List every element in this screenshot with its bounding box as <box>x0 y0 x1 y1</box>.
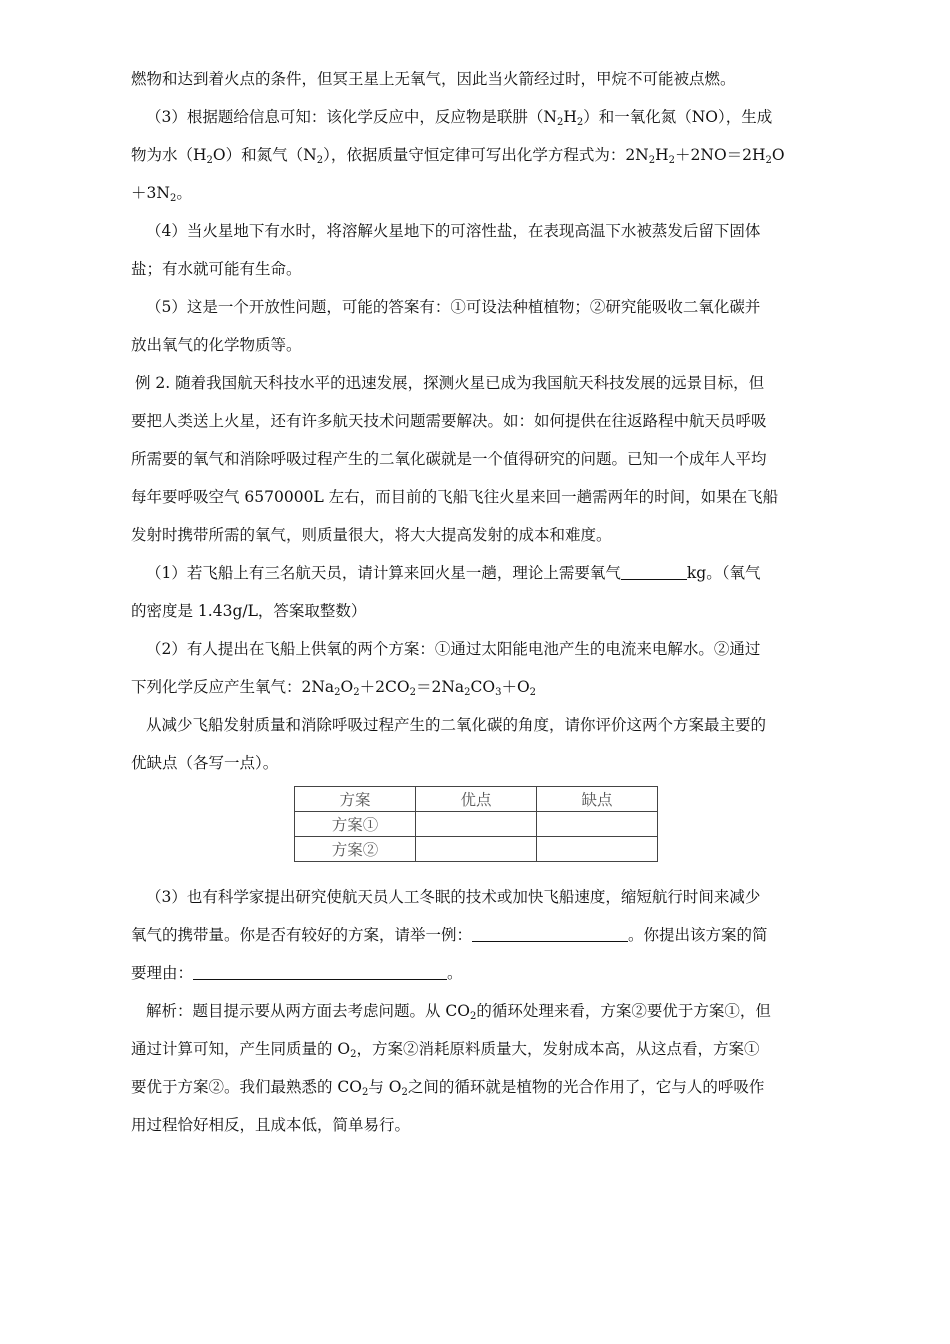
text-span: ＋2NO＝2H <box>675 146 766 164</box>
table-header-row <box>295 787 658 812</box>
text-line <box>131 564 821 582</box>
text-line: 从减少飞船发射质量和消除呼吸过程产生的二氧化碳的角度，请你评价这两个方案最主要的 <box>146 716 767 734</box>
table-cell[interactable] <box>416 837 537 862</box>
text-line: （4）当火星地下有水时，将溶解火星地下的可溶性盐，在表现高温下水被蒸发后留下固体 <box>146 222 761 240</box>
text-line <box>131 146 821 164</box>
table-row <box>295 837 658 862</box>
subscript: 2 <box>529 687 537 698</box>
subscript: 2 <box>464 687 471 698</box>
text-span: H <box>655 146 669 164</box>
subscript: 2 <box>316 155 324 166</box>
text-line <box>131 678 821 696</box>
text-span: （1）若飞船上有三名航天员，请计算来回火星一趟，理论上需要氧气 <box>146 564 621 582</box>
subscript: 2 <box>169 193 177 204</box>
text-span: ），依据质量守恒定律可写出化学方程式为：2N <box>323 146 649 164</box>
subscript: 2 <box>576 117 584 128</box>
answer-blank[interactable] <box>193 965 447 980</box>
table-area <box>131 772 821 888</box>
subscript: 2 <box>556 117 564 128</box>
text-span: （3）根据题给信息可知：该化学反应中，反应物是联肼（N <box>146 108 557 126</box>
subscript: 2 <box>648 155 656 166</box>
document-page <box>131 70 821 1134</box>
text-line: 每年要呼吸空气 6570000L 左右，而目前的飞船飞往火星来回一趟需两年的时间，如果在飞船 <box>131 488 779 506</box>
subscript: 2 <box>470 1011 477 1022</box>
text-line <box>131 1040 821 1058</box>
table-header-cell: 方案 <box>295 787 416 812</box>
text-line <box>131 1002 821 1020</box>
text-span: 物为水（H <box>131 146 207 164</box>
text-span: 要优于方案②。我们最熟悉的 CO <box>131 1078 362 1096</box>
table-header-cell: 缺点 <box>537 787 658 812</box>
text-span: 之间的循环就是植物的光合作用了，它与人的呼吸作 <box>407 1078 765 1096</box>
text-span: H <box>563 108 577 126</box>
subscript: 2 <box>334 687 341 698</box>
text-line <box>131 1078 821 1096</box>
answer-blank[interactable] <box>621 565 687 580</box>
text-line: 燃物和达到着火点的条件，但冥王星上无氧气，因此当火箭经过时，甲烷不可能被点燃。 <box>131 70 736 88</box>
scheme-table <box>294 786 658 862</box>
subscript: 2 <box>353 687 360 698</box>
subscript: 2 <box>409 687 416 698</box>
text-span: 。 <box>447 964 463 982</box>
subscript: 2 <box>350 1049 357 1060</box>
table-row <box>295 812 658 837</box>
text-line <box>131 964 821 982</box>
text-span: O <box>340 678 354 696</box>
answer-blank[interactable] <box>472 927 628 942</box>
table-cell[interactable] <box>537 812 658 837</box>
text-span: 通过计算可知，产生同质量的 O <box>131 1040 351 1058</box>
text-span: ＋O <box>501 678 530 696</box>
text-span: ）和一氧化氮（NO），生成 <box>583 108 773 126</box>
subscript: 2 <box>206 155 213 166</box>
text-span: O <box>771 146 785 164</box>
text-span: 氧气的携带量。你是否有较好的方案，请举一例： <box>131 926 473 944</box>
text-line: （3）也有科学家提出研究使航天员人工冬眠的技术或加快飞船速度，缩短航行时间来减少 <box>146 888 761 906</box>
text-span: 。你提出该方案的简 <box>628 926 768 944</box>
table-header-cell: 优点 <box>416 787 537 812</box>
text-line: （5）这是一个开放性问题，可能的答案有：①可设法种植植物；②研究能吸收二氧化碳并 <box>146 298 761 316</box>
text-span: 下列化学反应产生氧气：2Na <box>131 678 335 696</box>
text-line: 要把人类送上火星，还有许多航天技术问题需要解决。如：如何提供在往返路程中航天员呼吸 <box>131 412 767 430</box>
text-span: ＋3N <box>131 184 170 202</box>
subscript: 2 <box>362 1087 369 1098</box>
text-line <box>131 184 821 202</box>
text-line: 发射时携带所需的氧气，则质量很大，将大大提高发射的成本和难度。 <box>131 526 612 544</box>
text-span: 与 O <box>368 1078 402 1096</box>
table-cell[interactable] <box>537 837 658 862</box>
text-line: 用过程恰好相反，且成本低，简单易行。 <box>131 1116 411 1134</box>
subscript: 2 <box>401 1087 408 1098</box>
text-span: 的循环处理来看，方案②要优于方案①，但 <box>476 1002 771 1020</box>
subscript: 3 <box>495 687 502 698</box>
text-line: （2）有人提出在飞船上供氧的两个方案：①通过太阳能电池产生的电流来电解水。②通过 <box>146 640 761 658</box>
text-line <box>131 926 821 944</box>
table-cell: 方案① <box>295 812 416 837</box>
text-line: 的密度是 1.43g/L，答案取整数） <box>131 602 367 620</box>
text-line: 放出氧气的化学物质等。 <box>131 336 302 354</box>
text-line: 例 2. 随着我国航天科技水平的迅速发展，探测火星已成为我国航天科技发展的远景目标，但 <box>135 374 765 392</box>
subscript: 2 <box>765 155 772 166</box>
text-span: O）和氮气（N <box>212 146 317 164</box>
table-cell: 方案② <box>295 837 416 862</box>
text-span: 解析：题目提示要从两方面去考虑问题。从 CO <box>146 1002 470 1020</box>
text-span: CO <box>470 678 496 696</box>
text-line: 优缺点（各写一点）。 <box>131 754 279 772</box>
text-line: 所需要的氧气和消除呼吸过程产生的二氧化碳就是一个值得研究的问题。已知一个成年人平均 <box>131 450 767 468</box>
text-span: kg。（氧气 <box>686 564 761 582</box>
text-span: 。 <box>176 184 192 202</box>
text-span: ＋2CO <box>359 678 410 696</box>
text-span: 要理由： <box>131 964 194 982</box>
text-line: 盐；有水就可能有生命。 <box>131 260 302 278</box>
text-line <box>131 108 821 126</box>
subscript: 2 <box>668 155 676 166</box>
table-cell[interactable] <box>416 812 537 837</box>
text-span: ，方案②消耗原料质量大，发射成本高，从这点看，方案① <box>356 1040 760 1058</box>
text-span: ＝2Na <box>415 678 465 696</box>
